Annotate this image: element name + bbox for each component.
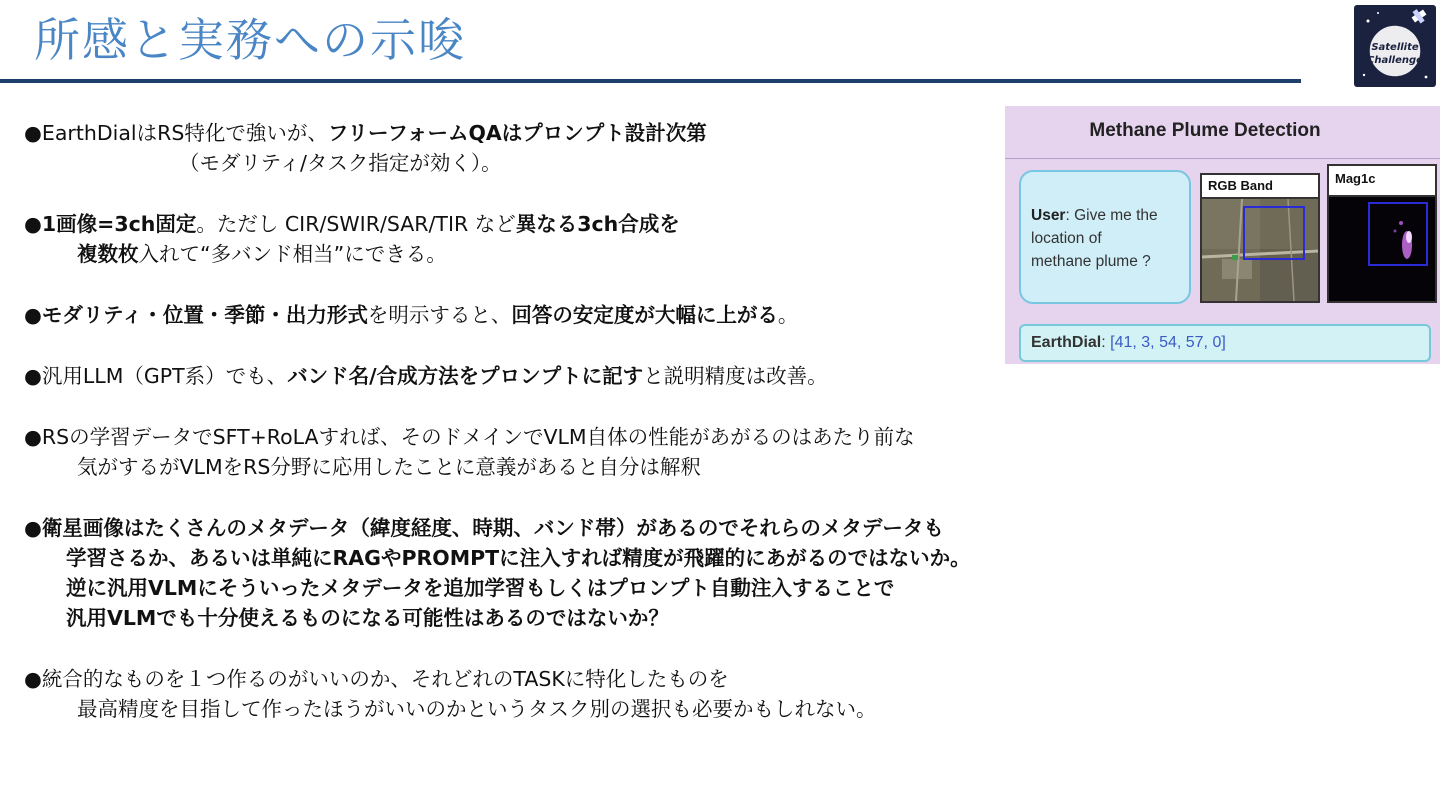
bullet-line <box>24 513 1204 543</box>
bullet-text: と説明精度は改善。 <box>643 364 828 388</box>
bullet-bold-text: ●衛星画像はたくさんのメタデータ（緯度経度、時期、バンド帯）があるのでそれらのメタデータも <box>24 516 944 540</box>
answer-coords: [41, 3, 54, 57, 0] <box>1110 334 1226 351</box>
bullet-bold-text: 1画像=3ch固定 <box>41 212 197 236</box>
mag1c-panel <box>1327 164 1437 303</box>
bullet-text: ●統合的なものを１つ作るのがいいのか、それどれのTASKに特化したものを <box>24 667 729 691</box>
paragraph-gap <box>24 391 1204 422</box>
bullet-bold-text: 異なる3ch合成を <box>515 212 680 236</box>
bullet-bold-text: 学習さるか、あるいは単純にRAGやPROMPTに注入すれば精度が飛躍的にあがるのではないか。 <box>66 546 971 570</box>
logo-text-1: Satellite <box>1371 42 1419 53</box>
bullet-line <box>24 573 1204 603</box>
bullet-text: ●RSの学習データでSFT+RoLAすれば、そのドメインでVLM自体の性能があがるのはあたり前な <box>24 425 915 449</box>
rgb-band-panel <box>1200 173 1320 303</box>
bullet-line <box>24 694 1204 724</box>
mag1c-plume-image <box>1329 197 1435 301</box>
bullet-bold-text: バンド名/合成方法をプロンプトに記す <box>287 364 644 388</box>
bullet-line <box>24 603 1204 633</box>
earthdial-answer-box <box>1019 324 1431 362</box>
rgb-satellite-image <box>1202 199 1318 301</box>
bullet-text: 最高精度を目指して作ったほうがいいのかというタスク別の選択も必要かもしれない。 <box>77 697 877 721</box>
bullet-line <box>24 361 1204 391</box>
bullet-text: を明示すると、 <box>367 303 512 327</box>
title-underline <box>0 79 1301 83</box>
figure-divider <box>1005 158 1440 159</box>
bullet-text: ●汎用LLM（GPT系）でも、 <box>24 364 288 388</box>
bullet-text: 入れて“多バンド相当”にできる。 <box>138 242 447 266</box>
answer-separator: : <box>1101 334 1111 351</box>
slide-title: 所感と実務への示唆 <box>34 13 466 67</box>
bullet-text: ●EarthDialはRS特化で強いが、 <box>24 121 328 145</box>
bullet-line <box>24 664 1204 694</box>
paragraph-gap <box>24 633 1204 664</box>
user-text-3: methane plume ? <box>1031 253 1151 270</box>
bullet-bold-text: ●モダリティ・位置・季節・出力形式 <box>24 303 368 327</box>
bullet-text: ● <box>24 212 42 236</box>
figure-title: Methane Plume Detection <box>1089 120 1321 141</box>
user-text-2: location of <box>1031 230 1102 247</box>
bullet-bold-text: 汎用VLMでも十分使えるものになる可能性はあるのではないか？ <box>66 606 669 630</box>
bullet-text: 。ただし CIR/SWIR/SAR/TIR など <box>196 212 516 236</box>
bullet-text: 。 <box>777 303 799 327</box>
mag1c-label: Mag1c <box>1329 166 1435 197</box>
bullet-text: （モダリティ/タスク指定が効く）。 <box>179 151 502 175</box>
bullet-bold-text: 逆に汎用VLMにそういったメタデータを追加学習もしくはプロンプト自動注入することで <box>66 576 895 600</box>
answer-label: EarthDial <box>1031 334 1102 351</box>
paragraph-gap <box>24 482 1204 513</box>
bullet-bold-text: 回答の安定度が大幅に上がる <box>511 303 778 327</box>
bullet-line <box>24 452 1204 482</box>
methane-plume-figure <box>1005 106 1440 364</box>
logo-text-2: Challenge <box>1367 55 1423 66</box>
user-label: User <box>1031 207 1066 224</box>
user-text-1: : Give me the <box>1065 207 1158 224</box>
bullet-bold-text: フリーフォームQAはプロンプト設計次第 <box>327 121 707 145</box>
rgb-band-label: RGB Band <box>1202 175 1318 199</box>
user-prompt-box <box>1019 170 1191 304</box>
bullet-text: 気がするがVLMをRS分野に応用したことに意義があると自分は解釈 <box>77 455 701 479</box>
bullet-bold-text: 複数枚 <box>77 242 139 266</box>
satellite-challenge-logo-icon <box>1354 5 1436 87</box>
bullet-line <box>24 543 1204 573</box>
bullet-line <box>24 422 1204 452</box>
